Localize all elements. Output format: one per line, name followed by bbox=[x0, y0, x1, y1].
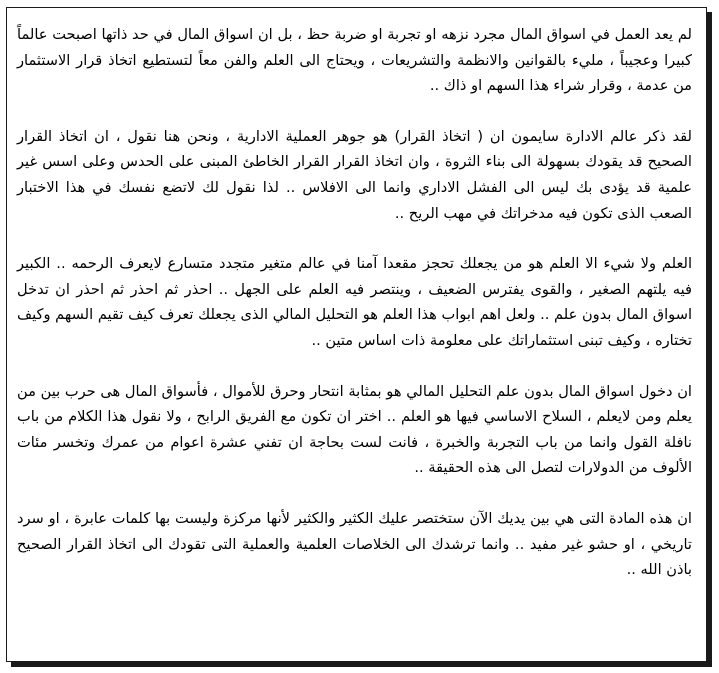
paragraph-3: العلم ولا شيء الا العلم هو من يجعلك تحجز مقعدا آمنا في عالم متغير متجدد متسارع لايعرف الرحمه .. الكبير فيه يلتهم الصغير ، والقوى يفترس الضعيف ، وينتصر فيه العلم على الجهل .. احذر ثم احذر ثم احذر ان تدخل اسواق المال بدون علم .. ولعل اهم ابواب هذا العلم هو التحليل المالي الذى يجعلك تعرف كيف تقيم السهم وكيف تختاره ، وكيف تبنى استثماراتك على معلومة ذات اساس متين .. bbox=[17, 255, 692, 349]
text-box-frame bbox=[6, 7, 707, 662]
article-body bbox=[17, 22, 692, 583]
paragraph-2: لقد ذكر عالم الادارة سايمون ان ( اتخاذ القرار) هو جوهر العملية الادارية ، ونحن هنا نقول ، ان اتخاذ القرار الصحيح قد يقودك بسهولة الى بناء الثروة ، وان اتخاذ القرار القرار الخاطئ المبنى على الحدس وعلى اسس غير علمية قد يؤدى بك ليس الى الفشل الاداري وانما الى الافلاس .. لذا نقول لك لاتضع نفسك في هذا الاختبار الصعب الذى تكون فيه مدخراتك في مهب الريح .. bbox=[17, 127, 692, 222]
paragraph-5: ان هذه المادة التى هي بين يديك الآن ستختصر عليك الكثير والكثير لأنها مركزة وليست بها كلمات عابرة ، او سرد تاريخي ، او حشو غير مفيد .. وانما ترشدك الى الخلاصات العلمية والعملية التى تقودك الى اتخاذ القرار الصحيح باذن الله .. bbox=[17, 509, 692, 579]
paragraph-1: لم يعد العمل في اسواق المال مجرد نزهه او تجربة او ضربة حظ ، بل ان اسواق المال في حد ذاتها اصبحت عالماً كبيرا وعجيباً ، مليء بالقوانين والانظمة والتشريعات ، ويحتاج الى العلم والفن معاً لتستطيع اتخاذ قرار الاستثمار من عدمة ، وقرار شراء هذا السهم او ذاك .. bbox=[17, 26, 692, 95]
paragraph-4: ان دخول اسواق المال بدون علم التحليل المالي هو بمثابة انتحار وحرق للأموال ، فأسواق المال هى حرب بين من يعلم ومن لايعلم ، السلاح الاساسي فيها هو العلم .. اختر ان تكون مع الفريق الرابح ، ولا نقول هذا الكلام من باب نافلة القول وانما من باب التجربة والخبرة ، فانت لست بحاجة ان تفني عشرة اعوام من عمرك وتخسر مئات الألوف من الدولارات لتصل الى هذه الحقيقة .. bbox=[17, 382, 692, 477]
